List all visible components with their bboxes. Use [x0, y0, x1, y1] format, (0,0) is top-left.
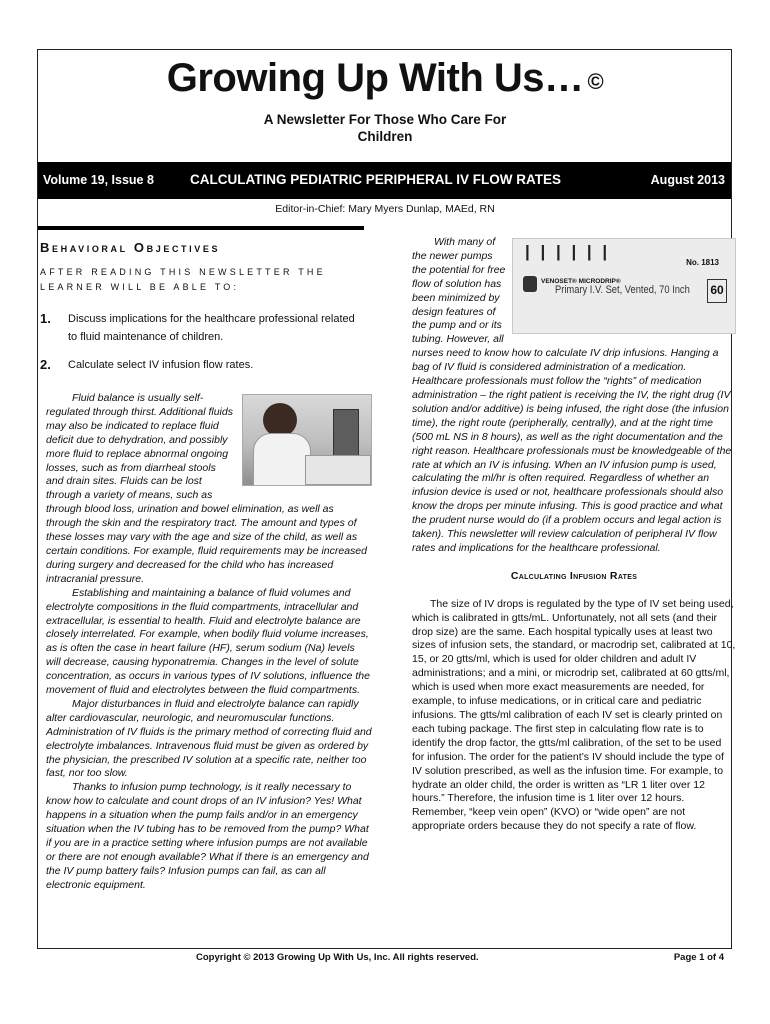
objectives-list [40, 310, 360, 384]
nurse-photo [242, 394, 372, 486]
newsletter-subtitle: A Newsletter For Those Who Care For Children [263, 112, 507, 144]
objectives-intro: AFTER READING THIS NEWSLETTER THE LEARNER WILL BE ABLE TO: [40, 267, 326, 292]
footer-copyright: Copyright © 2013 Growing Up With Us, Inc. All rights reserved. [196, 952, 479, 963]
section-heading: Calculating Infusion Rates [510, 569, 638, 582]
section-rule [38, 226, 364, 230]
iv-set-label-image: | | | | | | No. 1813 VENOSET® MICRODRIP® Primary I.V. Set, Vented, 70 Inch 60 [512, 238, 736, 334]
issue-banner [38, 162, 731, 199]
volume-issue: Volume 19, Issue 8 [43, 173, 154, 187]
copyright-symbol: © [587, 69, 604, 94]
paragraph: Establishing and maintaining a balance of fluid volumes and electrolyte compositions in the fluid compartments, intracellular and extracellular, is essential to health. Fluid and electrolyte balance are closely interrelated. For example, when bodily fluid volume increases, as is often the case in heart failure (HF), serum sodium (Na) levels will decrease, causing hyponatremia. Changes in the level of solute concentration, as occurs in various types of IV solutions, influence the movement of fluid and electrolytes between the fluid compartments. [46, 586, 370, 697]
issue-date: August 2013 [650, 173, 725, 187]
objective-item: 1. Discuss implications for the healthcare professional related to fluid maintenance of children. [40, 311, 355, 343]
left-column [46, 392, 372, 893]
paragraph: Fluid balance is usually self-regulated through thirst. Additional fluids may also be indicated to replace fluid deficit due to dehydration, and possibly more fluid to replace abnormal ongoing losses, such as from diarrheal stools and drain sites. Fluids can be lost through a variety of means, such as through blood loss, urination and bowel elimination, as well as through the skin and the respiratory tract. The amount and types of these losses may vary with the age and size of the child, as well as certain conditions. For example, fluid requirements may be increased during surgery and decreased for the child who has increased intracranial pressure. [46, 392, 367, 585]
objective-item: 2. Calculate select IV infusion flow rates. [40, 357, 254, 372]
paragraph: Thanks to infusion pump technology, is it really necessary to know how to calculate and count drops of an IV infusion? Yes! What happens in a situation when the pump fails and/or in an emergency situation when the IV tubing has to be removed from the pump? What if you are in a practice setting where infusion pumps are not available or there are not enough available? What if there is an emergency and the IV pump battery fails? Infusion pumps can fail, as can all electronic equipment. [46, 781, 369, 891]
issue-headline: CALCULATING PEDIATRIC PERIPHERAL IV FLOW RATES [190, 172, 561, 187]
newsletter-title: Growing Up With Us… © [166, 56, 604, 100]
paragraph: Major disturbances in fluid and electrolyte balance can rapidly alter cardiovascular, neurologic, and neuromuscular functions. Administration of IV fluids is the primary method of correcting fluid and electrolyte imbalances. Intravenous fluid must be given as ordered by the physician, the prescribed IV solution at a specific rate, neither too fast, nor too slow. [46, 697, 372, 780]
editor-in-chief: Editor-in-Chief: Mary Myers Dunlap, MAEd, RN [275, 203, 495, 215]
paragraph: With many of the newer pumps the potential for free flow of solution has been minimized by design features of the pump and or its tubing. However, all nurses need to know how to calculate IV drip infusions. Hanging a bag of IV fluid is considered administration of a medication. Healthcare professionals must follow the “rights” of medication administration – the right patient is receiving the IV, the right drug (IV solution and/or additive) is being infused, the right dose (the infusion time), the right route (peripherally, centrally), and at the right time (500 mL NS in 8 hours), as well as the right documentation and the right reason. Healthcare professionals must be knowledgeable of the rate at which an IV is infusing. When an IV infusion pump is used, calculating the ml/hr is often required. Regardless of whether an infusion device is used or not, healthcare professionals should also know the drops per minute infusing. This is good practice and what the prudent nurse would do (if a problem occurs and legal action is taken). This newsletter will review calculation of peripheral IV flow rates and implications for the healthcare professional. [412, 236, 732, 554]
right-column [412, 236, 736, 834]
objectives-heading: Behavioral Objectives [40, 240, 221, 255]
abbott-logo-icon [523, 276, 537, 292]
page-number: Page 1 of 4 [673, 952, 724, 963]
paragraph: The size of IV drops is regulated by the type of IV set being used, which is calibrated in gtts/mL. Unfortunately, not all sets (and their drop size) are the same. Each hospital typically uses at least two sizes of infusion sets, the standard, or macrodrip set, calibrated at 10, 15, or 20 gtts/ml, which is used for older children and adult IV administrations; and a mini, or microdrip set, calibrated at 60 gtts/ml, which is used when more exact measurements are needed, for example, to infuse medications, or in critical care and pediatric infusions. The gtts/ml calibration of each IV set is clearly printed on each tubing package. The first step in calculating flow rate is to identify the drop factor, the gtts/ml calibration, of the set to be used for infusion. The order for the patient’s IV should include the type of IV solution prescribed, as well as the infusion time. For example, to hydrate an older child, the order is written as “LR 1 liter over 12 hours.” Therefore, the infusion time is 1 liter over 12 hours. Remember, “keep vein open” (KVO) or “wide open” are not appropriate orders because they do not specify a rate of flow. [412, 597, 736, 833]
